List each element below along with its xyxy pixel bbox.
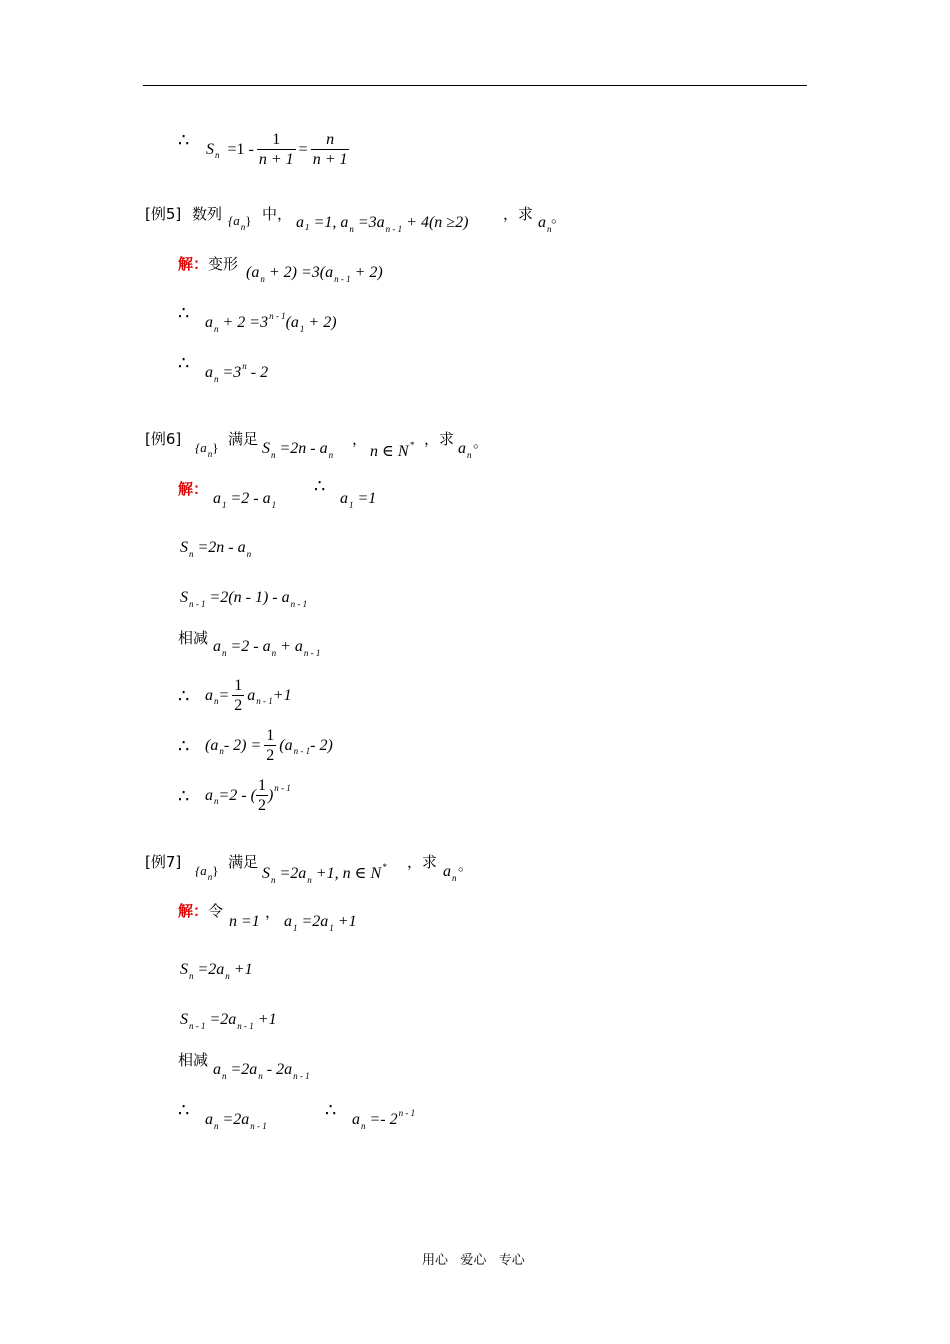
ex6-line4: $a_n =2 - a_n + a_{n - 1}$ [213, 638, 321, 658]
ex7-line6: $a_n =- 2^{n - 1}$ [352, 1108, 416, 1131]
ex7-subtract: 相减 [178, 1051, 209, 1069]
fraction-n-over-n1: $\frac{n}{n + 1}$ [312, 131, 348, 168]
ex5-line2: $a_n + 2 =3^{n - 1}(a_1 + 2)$ [205, 311, 337, 334]
ex7-n1: n =1 [229, 913, 260, 930]
ex5-therefore-1: ∴ [178, 303, 190, 324]
ex7-line1: $a_1 =2a_1 +1$ [284, 913, 357, 933]
ex6-ask: ，求 [424, 430, 455, 448]
ex7-line5: $a_n =2a_{n - 1}$ [205, 1111, 267, 1131]
ex7-line2: $S_n =2a_n +1$ [180, 961, 253, 981]
ex6-line7: a n =2 - ( $\frac{1}{2}$ ) n - 1 [205, 777, 291, 814]
ex7-ask: ，求 [407, 853, 438, 871]
ex6-subtract: 相减 [178, 629, 209, 647]
ex5-line3: $a_n =3^n - 2$ [205, 361, 269, 384]
ex7-target: $a_n$ [443, 863, 457, 883]
ex6-comma: ， [352, 430, 368, 448]
ex7-period: 。 [458, 856, 474, 874]
ex6-line6: (a n - 2) = $\frac{1}{2}$ (a n - 1 - 2) [205, 727, 333, 764]
ex5-solution: 解：变形 [178, 255, 239, 273]
ex5-mid: 中， [262, 205, 293, 223]
ex6-satisfy: 满足 [228, 430, 259, 448]
ex7-line3: $S_{n - 1} =2a_{n - 1} +1$ [180, 1011, 277, 1031]
ex7-therefore-2: ∴ [325, 1100, 337, 1121]
fraction-1-over-n1: $\frac{1}{n + 1}$ [258, 131, 294, 168]
ex5-therefore-2: ∴ [178, 353, 190, 374]
ex6-solution: 解： [178, 480, 209, 498]
ex6-therefore-3: ∴ [178, 736, 190, 757]
ex6-line5: a n = $\frac{1}{2}$ a n - 1 +1 [205, 677, 292, 714]
ex5-sequence: $\{a_n\}$ [228, 213, 252, 232]
top-therefore: ∴ [178, 130, 190, 151]
ex6-line1: $a_1 =2 - a_1$ [213, 490, 277, 510]
ex5-period: 。 [551, 208, 567, 226]
ex7-therefore-1: ∴ [178, 1100, 190, 1121]
ex6-sequence: $\{a_n\}$ [195, 440, 219, 459]
ex6-period: 。 [473, 433, 489, 451]
ex5-line1: $(a_n + 2) =3(a_{n - 1} + 2)$ [246, 264, 383, 284]
ex6-therefore-4: ∴ [178, 786, 190, 807]
ex6-set: n ∈ N* [370, 440, 415, 460]
ex6-therefore-2: ∴ [178, 686, 190, 707]
header-rule [143, 85, 807, 86]
ex7-comma: ， [265, 903, 281, 921]
ex6-target: $a_n$ [458, 440, 472, 460]
example-6-heading: [例6] [145, 430, 182, 448]
ex5-condition: a₁ =1, $a_n =3a_{n - 1} + 4(n \ge 2)$ [296, 214, 469, 234]
ex7-solution: 解：令 [178, 902, 224, 920]
ex6-line2: $S_n =2n - a_n$ [180, 539, 252, 559]
ex7-satisfy: 满足 [228, 853, 259, 871]
ex6-line1-result: $a_1 =1$ [340, 490, 377, 510]
top-formula: S n =1 - $\frac{1}{n + 1}$ = $\frac{n}{n + 1}$ [206, 131, 348, 168]
ex5-target: $a_n$ [538, 214, 552, 234]
example-7-heading: [例7] [145, 853, 182, 871]
ex6-condition: $S_n =2n - a_n$ [262, 440, 334, 460]
example-5-heading: [例5] 数列 [145, 205, 223, 223]
ex5-ask: ，求 [503, 205, 534, 223]
page-footer: 用心 爱心 专心 [422, 1253, 525, 1268]
ex7-condition: $S_n =2a_n +1$, n ∈ N* [262, 862, 387, 885]
ex7-line4: $a_n =2a_n - 2a_{n - 1}$ [213, 1061, 310, 1081]
ex6-line3: $S_{n - 1} =2(n - 1) - a_{n - 1}$ [180, 589, 308, 609]
ex7-sequence: $\{a_n\}$ [195, 863, 219, 882]
ex6-therefore-1: ∴ [314, 476, 326, 497]
